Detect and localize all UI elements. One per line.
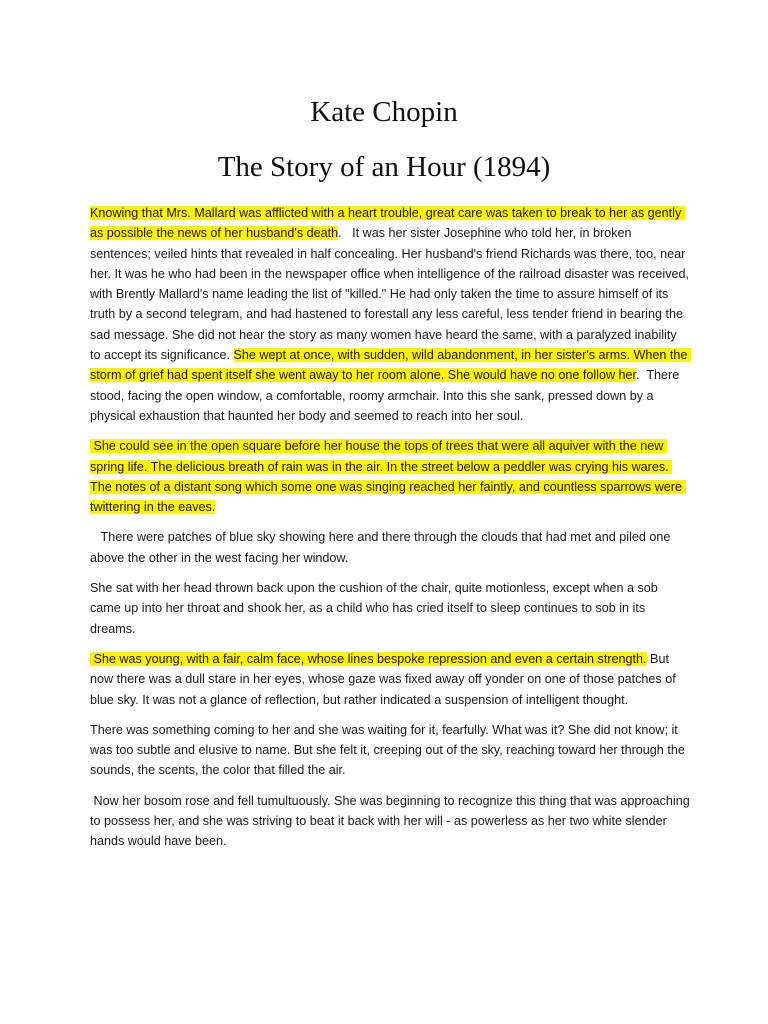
document-body <box>90 203 694 862</box>
paragraph <box>90 527 690 568</box>
body-text: . It was her sister Josephine who told her, in broken sentences; veiled hints that revealed in half concealing. Her husband's friend Richards was there, too, near her. It was he who had been in the newspaper office when intelligence of the railroad disaster was received, with Brently Mallard's name leading the list of "killed." He had only taken the time to assure himself of its truth by a second telegram, and had hastened to forestall any less careful, less tender friend in bearing the sad message. She did not hear the story as many women have heard the same, with a paralyzed inability to accept its significance. <box>90 226 693 363</box>
body-text: She sat with her head thrown back upon the cushion of the chair, quite motionless, except when a sob came up into her throat and shook her, as a child who has cried itself to sleep continues to sob in its dreams. <box>90 581 662 636</box>
body-text: There were patches of blue sky showing here and there through the clouds that had met and piled one above the other in the west facing her window. <box>90 530 674 565</box>
body-text: Now her bosom rose and fell tumultuously. She was beginning to recognize this thing that was approaching to possess her, and she was striving to beat it back with her will - as powerless as her two white slender hands would have been. <box>90 793 694 849</box>
paragraph <box>90 649 690 710</box>
paragraph <box>90 578 690 639</box>
body-text: But now there was a dull stare in her eyes, whose gaze was fixed away off yonder on one of those patches of blue sky. It was not a glance of reflection, but rather indicated a suspension of intelligent thought. <box>90 651 680 707</box>
paragraph <box>90 203 693 426</box>
paragraph <box>90 791 694 852</box>
body-text: . There stood, facing the open window, a comfortable, roomy armchair. Into this she sank, pressed down by a physical exhaustion that haunted her body and seemed to reach into her soul. <box>90 368 683 423</box>
paragraph <box>90 436 690 517</box>
paragraph <box>90 720 690 781</box>
author-heading: Kate Chopin <box>310 96 458 128</box>
highlighted-text: She wept at once, with sudden, wild abandonment, in her sister's arms. When the storm of grief had spent itself she went away to her room alone. She would have no one follow her <box>90 348 691 383</box>
story-title-heading: The Story of an Hour (1894) <box>217 151 551 183</box>
highlighted-text: She was young, with a fair, calm face, whose lines bespoke repression and even a certain strength. <box>90 651 647 666</box>
body-text: There was something coming to her and she was waiting for it, fearfully. What was it? She did not know; it was too subtle and elusive to name. But she felt it, creeping out of the sky, reaching toward her through the sounds, the scents, the color that filled the air. <box>90 722 689 778</box>
highlighted-text: She could see in the open square before her house the tops of trees that were all aquiver with the new spring life. The delicious breath of rain was in the air. In the street below a peddler was crying his wares. The notes of a distant song which some one was singing reached her faintly, and countless sparrows were twittering in the eaves. <box>90 439 686 515</box>
highlighted-text: Knowing that Mrs. Mallard was afflicted with a heart trouble, great care was taken to break to her as gently as possible the news of her husband's death <box>90 206 685 241</box>
